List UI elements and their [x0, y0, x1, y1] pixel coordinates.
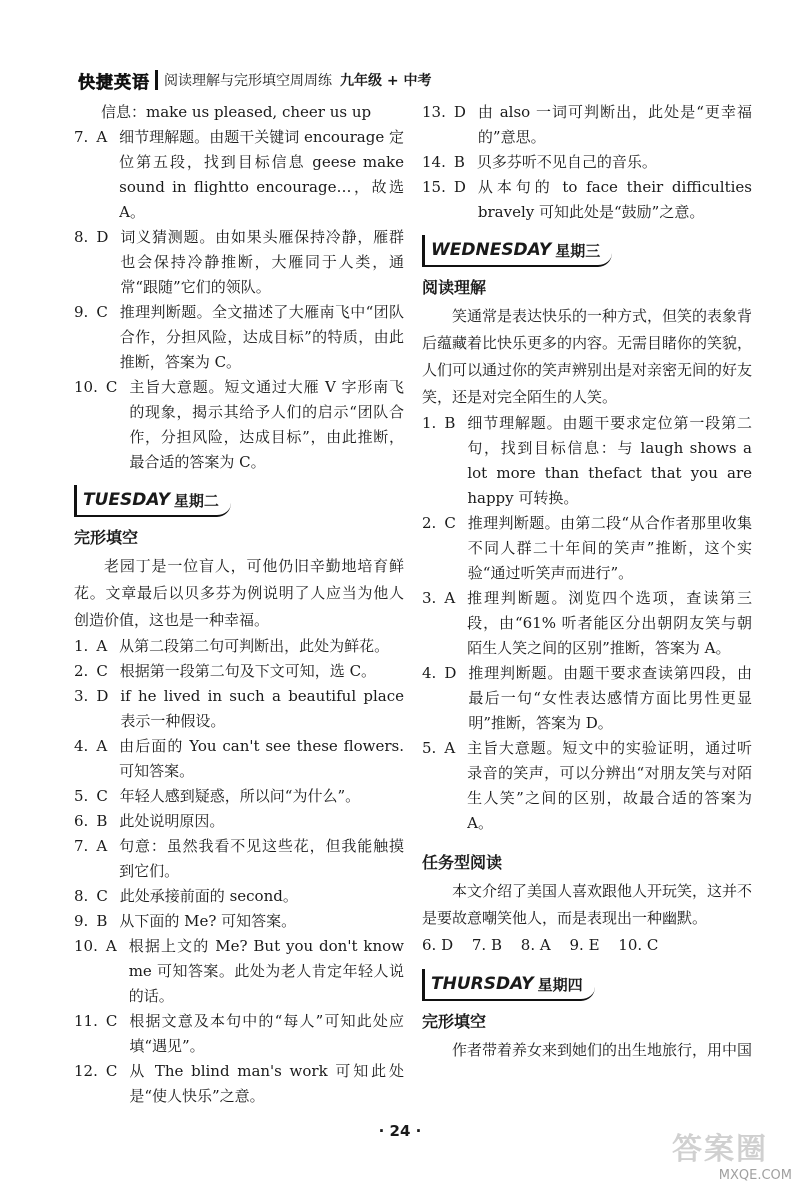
reading-intro [422, 303, 752, 411]
answer-item [422, 586, 752, 661]
answer-number: 14. [422, 153, 446, 171]
explanation-line: 由后面的 You can't see these flowers. 可知答 [119, 737, 404, 780]
answer-number: 3. [422, 589, 437, 607]
answer-letter: C [105, 1062, 118, 1080]
task-reading-intro [422, 878, 752, 932]
explanation-line: 从下面的 Me? 可知答案。 [119, 912, 297, 930]
wednesday-label-cn: 星期三 [555, 241, 601, 260]
answer-letter: D [444, 664, 457, 682]
header-divider [155, 70, 158, 90]
explanation-line: 间的区别”推断，答案为 A。 [542, 639, 731, 657]
explanation-line: 第五段，找到目标信息 geese make sound in flight [119, 153, 404, 196]
explanation-line: 由 also 一词可判断出，此处是“更幸福的” [477, 103, 752, 146]
answer-item [422, 411, 752, 511]
explanation-line: 它们的领队。 [180, 278, 271, 296]
answer-explanation [468, 661, 752, 736]
answer-letter: B [96, 912, 108, 930]
explanation-line: 从第二段第二句可判断出，此处为鲜花。 [119, 637, 390, 655]
answer-item [74, 884, 404, 909]
answer-number: 4. [422, 664, 437, 682]
answer-number: 13. [422, 103, 446, 121]
explanation-line: 推理判断题。由第二段“从合作者那里收集 [467, 514, 752, 532]
task-answer: 9. E [569, 936, 600, 954]
answer-number: 9. [74, 303, 89, 321]
explanation-line: 它们。 [134, 862, 180, 880]
explanation-line: to encourage…，故选 A。 [119, 178, 404, 221]
answer-explanation [119, 634, 404, 659]
answer-number: 10. [74, 378, 98, 396]
wednesday-label-en: WEDNESDAY [431, 240, 552, 260]
explanation-line: 过听笑声而进行”。 [505, 564, 634, 582]
answer-letter: C [96, 662, 108, 680]
answer-number: 15. [422, 178, 446, 196]
explanation-line: 句意：虽然我看不见这些花，但我能触摸到 [119, 837, 404, 880]
cloze-intro-line: 老园丁是一位盲人，可他仍旧辛勤地培育鲜花。 [74, 557, 404, 602]
explanation-line: 细节理解题。由题干关键词 encourage 定位 [119, 128, 404, 171]
answer-letter: C [96, 303, 108, 321]
answer-letter: A [96, 637, 108, 655]
explanation-line: 乐”之意。 [197, 1087, 265, 1105]
answer-explanation [120, 225, 404, 300]
explanation-line: 由“61% 听者能区分出朝阴友笑与朝陌生人笑之 [467, 614, 752, 657]
answer-item [74, 909, 404, 934]
monday-answer-list [74, 125, 404, 475]
answer-letter: A [444, 589, 456, 607]
grade-label: 九年级 + 中考 [340, 73, 432, 89]
tuesday-answer-list-cont [422, 100, 752, 225]
task-intro-line: 是要故意嘲笑他人，而是表现出一种幽默。 [422, 909, 708, 927]
explanation-line: 音的笑声，可以分辨出“对朋友笑与对陌生人笑” [467, 764, 752, 807]
explanation-line: fact that you are happy 可转换。 [467, 464, 752, 507]
explanation-line: 答案为 D。 [536, 714, 613, 732]
reading-intro-line: 笑，还是对完全陌生的人笑。 [422, 388, 618, 406]
watermark-url: MXQE.COM [718, 1168, 792, 1183]
explanation-line: 词义猜测题。由如果头雁保持冷静，雁群也 [120, 228, 404, 271]
answer-explanation [120, 659, 404, 684]
explanation-line: if he lived in such a beautiful place 表示一种假 [120, 687, 404, 730]
explanation-line: 意思。 [500, 128, 546, 146]
answer-item [74, 734, 404, 784]
answer-letter: A [96, 737, 108, 755]
answer-item [74, 1009, 404, 1059]
explanation-line: 后一句“女性表达感情方面比男性更显明”推断， [468, 689, 752, 732]
answer-item [74, 659, 404, 684]
explanation-line: 细节理解题。由题干要求定位第一段第二句， [467, 414, 752, 457]
answer-explanation [119, 909, 404, 934]
answer-letter: D [453, 103, 466, 121]
answer-explanation [120, 684, 404, 734]
explanation-line: 见”。 [167, 1037, 205, 1055]
explanation-line: 主旨大意题。短文通过大雁 V 字形南飞的现 [129, 378, 404, 421]
right-column [422, 100, 752, 1064]
tuesday-banner [74, 485, 231, 517]
answer-number: 7. [74, 837, 89, 855]
answer-explanation [477, 150, 752, 175]
answer-explanation [467, 411, 752, 511]
answer-letter: D [96, 228, 109, 246]
answer-letter: A [105, 937, 117, 955]
explanation-line: 推理判断题。浏览四个选项，查读第三段， [467, 589, 752, 632]
answer-explanation [120, 300, 404, 375]
explanation-line: 案。 [164, 762, 195, 780]
answer-number: 1. [422, 414, 437, 432]
answer-number: 4. [74, 737, 89, 755]
book-subtitle: 阅读理解与完形填空周周练 [164, 73, 332, 89]
answer-item [74, 300, 404, 375]
explanation-line: 象，揭示其给予人们的启示“团队合作，分担风 [129, 403, 404, 446]
answer-letter: A [96, 837, 108, 855]
answer-item [74, 125, 404, 225]
answer-explanation [129, 1009, 404, 1059]
explanation-line: 不同人群二十年间的笑声”推断，这个实验“通 [467, 539, 752, 582]
explanation-line: 推理判断题。全文描述了大雁南飞中“团队 [119, 303, 404, 321]
answer-number: 5. [422, 739, 437, 757]
answer-item [74, 809, 404, 834]
answer-number: 3. [74, 687, 89, 705]
answer-explanation [119, 125, 404, 225]
task-answer: 6. D [422, 936, 454, 954]
task-answer: 7. B [471, 936, 502, 954]
answer-item [74, 634, 404, 659]
left-column [74, 100, 404, 1109]
answer-letter: A [96, 128, 108, 146]
explanation-line: 找到目标信息：与 laugh shows a lot more than the [467, 439, 752, 482]
answer-explanation [478, 100, 752, 150]
continued-answer-line: 信息：make us pleased, cheer us up [101, 103, 372, 121]
watermark-logo [672, 1132, 792, 1192]
answer-explanation [119, 734, 404, 784]
answer-item [74, 1059, 404, 1109]
answer-item [422, 511, 752, 586]
explanation-line: 从本句的 to face their difficulties bravely 可知 [477, 178, 752, 221]
explanation-line: 设。 [195, 712, 226, 730]
answer-number: 5. [74, 787, 89, 805]
task-answer: 8. A [520, 936, 551, 954]
thursday-banner [422, 969, 595, 1001]
thursday-label-en: THURSDAY [431, 974, 534, 994]
answer-letter: B [444, 414, 456, 432]
answer-letter: B [96, 812, 108, 830]
reading-intro-line: 后蕴藏着比快乐更多的内容。无需目睹你的笑貌， [422, 334, 753, 352]
answer-letter: C [105, 1012, 118, 1030]
answer-item [74, 934, 404, 1009]
page-header [78, 66, 431, 94]
answer-number: 8. [74, 228, 89, 246]
answer-letter: C [444, 514, 456, 532]
task-answer: 10. C [618, 936, 659, 954]
answer-number: 7. [74, 128, 89, 146]
explanation-line: 答案。此处为老人肯定年轻人说的话。 [128, 962, 404, 1005]
explanation-line: 推理判断题。由题干要求查读第四段，由最 [468, 664, 752, 707]
answer-number: 6. [74, 812, 89, 830]
answer-item [74, 834, 404, 884]
explanation-line: 贝多芬听不见自己的音乐。 [476, 153, 657, 171]
answer-number: 2. [74, 662, 89, 680]
cloze-intro [74, 553, 404, 634]
answer-explanation [119, 809, 404, 834]
answer-explanation [478, 175, 752, 225]
explanation-line: 从 The blind man's work 可知此处是“使人快 [129, 1062, 404, 1105]
explanation-line: 合作，分担风险，达成目标”的特质，由此推断， [119, 328, 404, 371]
explanation-line: 根据文意及本句中的“每人”可知此处应填“遇 [129, 1012, 404, 1055]
reading-intro-line: 笑通常是表达快乐的一种方式，但笑的表象背 [452, 307, 753, 325]
answer-number: 11. [74, 1012, 98, 1030]
explanation-line: 会保持冷静推断，大雁同于人类，通常“跟随” [120, 253, 404, 296]
answer-explanation [129, 375, 404, 475]
task-intro-line: 本文介绍了美国人喜欢跟他人开玩笑，这并不 [452, 882, 753, 900]
answer-explanation [120, 884, 404, 909]
answer-number: 1. [74, 637, 89, 655]
cloze-intro-line: 文章最后以贝多芬为例说明了人应当为他人创造价 [74, 584, 404, 629]
answer-item [422, 100, 752, 150]
answer-explanation [119, 834, 404, 884]
explanation-line: 主旨大意题。短文中的实验证明，通过听录 [467, 739, 752, 782]
thursday-cloze-intro [422, 1037, 752, 1064]
answer-letter: C [96, 787, 108, 805]
thursday-cloze-intro-line: 作者带着养女来到她们的出生地旅行，用中国 [452, 1041, 753, 1059]
cloze-section-title: 完形填空 [74, 528, 139, 547]
book-logo: 快捷英语 [78, 72, 150, 93]
explanation-line: 根据第一段第二句及下文可知，选 C。 [119, 662, 377, 680]
task-reading-answers [422, 932, 752, 959]
reading-intro-line: 人们可以通过你的笑声辨别出是对亲密无间的好友 [422, 361, 753, 379]
tuesday-label-cn: 星期二 [173, 491, 219, 510]
explanation-line: 年轻人感到疑惑，所以问“为什么”。 [119, 787, 361, 805]
answer-item [74, 225, 404, 300]
answer-item [422, 661, 752, 736]
wednesday-answer-list [422, 411, 752, 836]
answer-number: 8. [74, 887, 89, 905]
explanation-line: 答案为 C。 [164, 353, 242, 371]
answer-number: 10. [74, 937, 98, 955]
explanation-line: 此处说明原因。 [119, 812, 225, 830]
explanation-line: 之间的区别，故最合适的答案为 A。 [467, 789, 752, 832]
answer-explanation [129, 1059, 404, 1109]
thursday-cloze-section-title: 完形填空 [422, 1012, 487, 1031]
watermark-text: 答案圈 [672, 1132, 768, 1167]
answer-letter: A [444, 739, 456, 757]
tuesday-label-en: TUESDAY [83, 490, 170, 510]
answer-item [74, 784, 404, 809]
answer-letter: C [105, 378, 118, 396]
thursday-label-cn: 星期四 [537, 975, 583, 994]
cloze-intro-line: 值，这也是一种幸福。 [119, 611, 270, 629]
answer-item [74, 375, 404, 475]
answer-number: 9. [74, 912, 89, 930]
answer-letter: D [453, 178, 466, 196]
answer-explanation [467, 586, 752, 661]
tuesday-answer-list [74, 634, 404, 1109]
page-number: · 24 · [378, 1122, 422, 1140]
answer-number: 12. [74, 1062, 98, 1080]
explanation-line: 险，达成目标”，由此推断，最合适的答案为 C。 [129, 428, 404, 471]
answer-item [422, 150, 752, 175]
answer-letter: B [453, 153, 465, 171]
answer-explanation [120, 784, 404, 809]
explanation-line: 此处是“鼓励”之意。 [569, 203, 705, 221]
reading-section-title: 阅读理解 [422, 278, 487, 297]
answer-explanation [468, 511, 752, 586]
answer-item [422, 175, 752, 225]
answer-item [422, 736, 752, 836]
answer-letter: D [96, 687, 109, 705]
answer-number: 2. [422, 514, 437, 532]
answer-explanation [467, 736, 752, 836]
explanation-line: 此处承接前面的 second。 [119, 887, 298, 905]
answer-letter: C [96, 887, 108, 905]
answer-item [74, 684, 404, 734]
task-reading-section-title: 任务型阅读 [422, 853, 503, 872]
wednesday-banner [422, 235, 612, 267]
answer-explanation [129, 934, 404, 1009]
explanation-line: 根据上文的 Me? But you don't know me 可知 [128, 937, 404, 980]
